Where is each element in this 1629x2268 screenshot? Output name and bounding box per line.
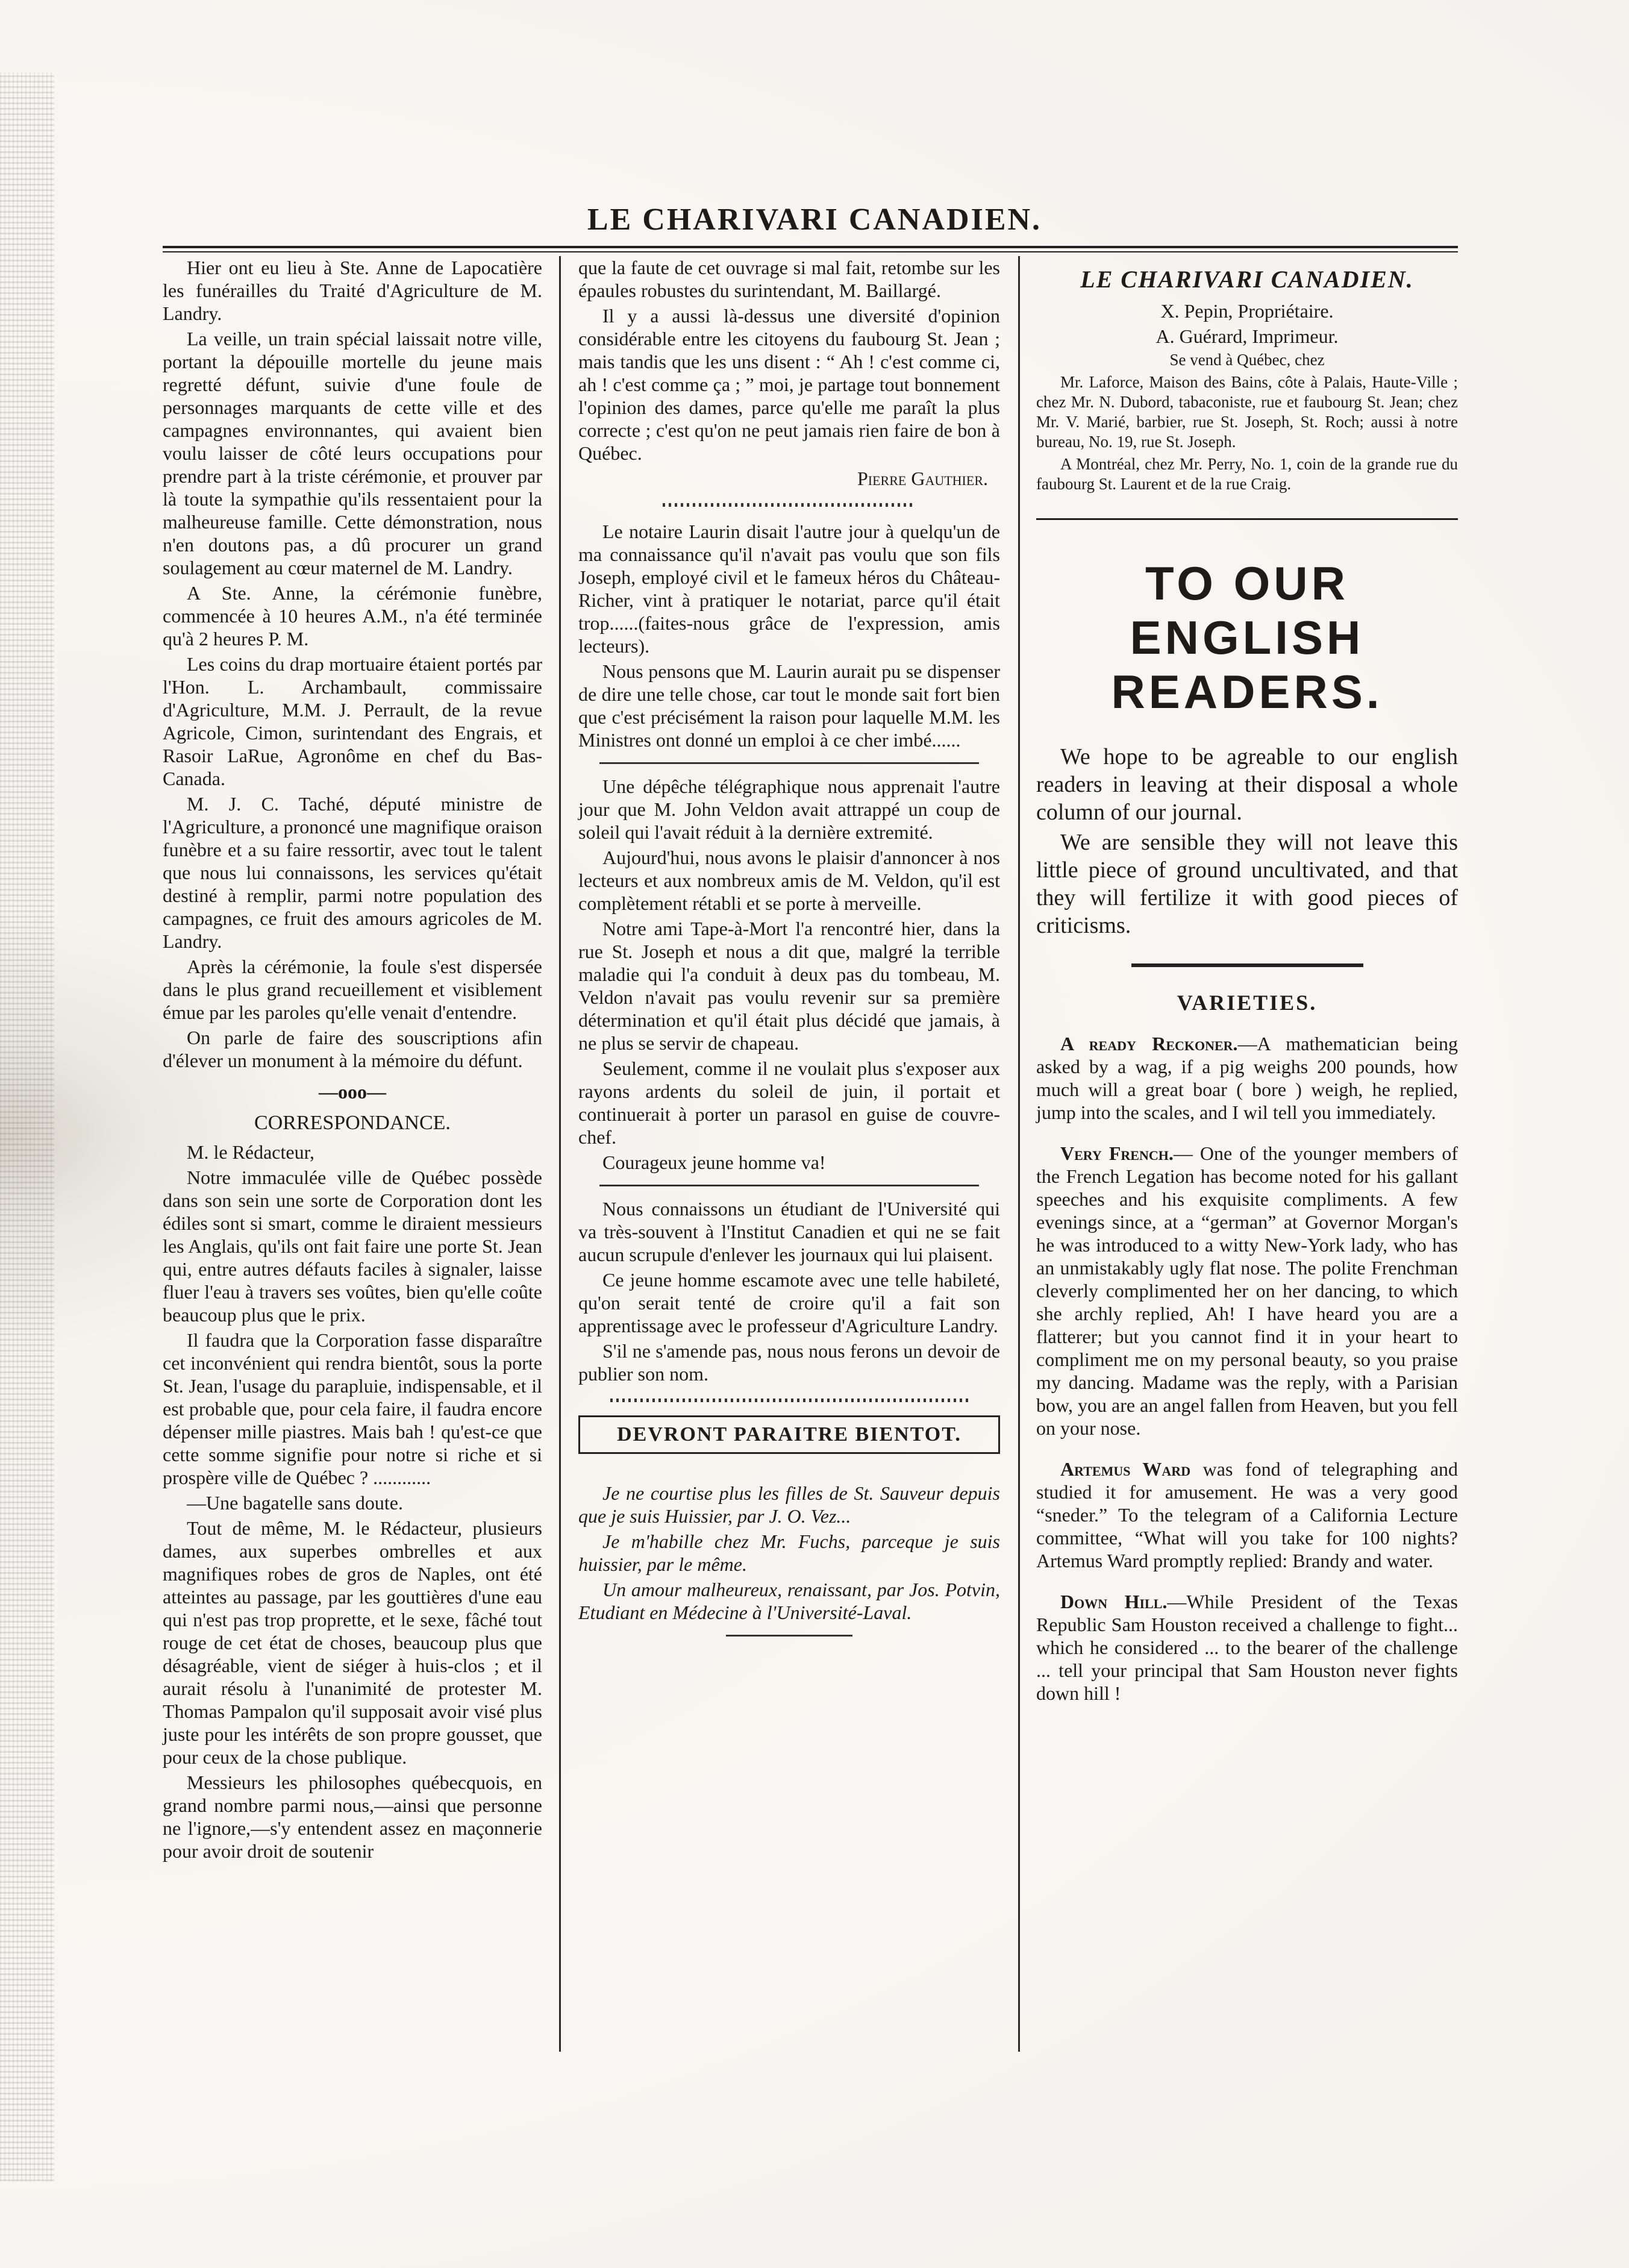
variety-lead: Artemus Ward [1060, 1458, 1191, 1480]
paragraph: Notre ami Tape-à-Mort l'a rencontré hier, dans la rue St. Joseph et nous a dit que, malgré la terrible maladie qui l'a conduit à deux pas du tombeau, M. Veldon n'avait pas voulu revenir sur sa première détermination et qu'il était plus décidé que jamais, à ne plus se servir de chapeau. [578, 918, 1000, 1054]
paragraph: —Une bagatelle sans doute. [187, 1492, 403, 1514]
column-divider-1 [559, 256, 561, 2052]
paragraph: M. J. C. Taché, député ministre de l'Agriculture, a prononcé une magnifique oraison funèbre et a su faire ressortir, avec tout le talent que nous lui connaissons, les services qu'était destiné à remplir, parmi notre population des campagnes, ce fruit des amours agricoles de M. Landry. [163, 793, 542, 952]
paragraph: que la faute de cet ouvrage si mal fait, retombe sur les épaules robustes du surintendant, M. Baillargé. [578, 257, 1000, 301]
variety-item [1036, 1142, 1458, 1439]
column-3 [1036, 256, 1458, 1707]
announcement-item: Je ne courtise plus les filles de St. Sauveur depuis que je suis Huissier, par J. O. Vez... [578, 1482, 1000, 1527]
variety-text: was fond of telegraphing and studied it for amusement. He was a very good “sneder.” To the telegram of a California Lecture committee, “What will you take for 100 nights? Artemus Ward promptly replied: Brandy and water. [1036, 1458, 1459, 1571]
section-heading: CORRESPONDANCE. [254, 1112, 451, 1134]
announcement-item: Un amour malheureux, renaissant, par Jos. Potvin, Etudiant en Médecine à l'Université-Laval. [578, 1579, 1000, 1623]
variety-text: —While President of the Texas Republic Sam Houston received a challenge to fight... which he considered ... to the bearer of the challenge ... tell your principal that Sam Houston never fights down hill ! [1036, 1591, 1458, 1704]
varieties-heading: VARIETIES. [1177, 991, 1318, 1015]
paragraph: Messieurs les philosophes québecquois, en grand nombre parmi nous,—ainsi que personne ne l'ignore,—s'y entendent assez en maçonnerie pour avoir droit de soutenir [163, 1771, 542, 1862]
paragraph: Il faudra que la Corporation fasse disparaître cet inconvénient qui rendra bientôt, sous la porte St. Jean, l'usage du parapluie, indispensable, et il est probable que, pour cela faire, il faudra encore dépenser mille piastres. Mais bah ! qu'est-ce que cette somme signifie pour notre si riche et si prospère ville de Québec ? ............ [163, 1329, 542, 1488]
variety-item [1036, 1590, 1458, 1705]
paragraph: Nous connaissons un étudiant de l'Université qui va très-souvent à l'Institut Canadien et qui ne se fait aucun scrupule d'enlever les journaux qui lui plaisent. [578, 1198, 1000, 1265]
variety-item [1036, 1458, 1458, 1572]
signature: Pierre Gauthier. [857, 468, 988, 489]
paragraph: Après la cérémonie, la foule s'est dispersée dans le plus grand recueillement et visiblement émue par les paroles qu'elle venait d'entendre. [163, 956, 542, 1023]
printer-line: A. Guérard, Imprimeur. [1155, 325, 1339, 347]
paragraph: Il y a aussi là-dessus une diversité d'opinion considérable entre les citoyens du faubourg St. Jean ; mais tandis que les uns disent : “ Ah ! c'est comme ci, ah ! c'est comme ça ; ” moi, je partage tout bonnement l'opinion des dames, parce qu'elle me paraît la plus correcte ; c'est qu'on ne peut jamais rien faire de bon à Québec. [578, 305, 1000, 464]
paragraph: Ce jeune homme escamote avec une telle habileté, qu'on serait tenté de croire qu'il a fait son apprentissage avec le professeur d'Agriculture Landry. [578, 1269, 1000, 1336]
boxed-heading: DEVRONT PARAITRE BIENTOT. [578, 1415, 1000, 1454]
paragraph: Courageux jeune homme va! [602, 1151, 826, 1173]
divider [599, 762, 979, 764]
english-heading [1036, 556, 1458, 719]
paragraph: Aujourd'hui, nous avons le plaisir d'annoncer à nos lecteurs et aux nombreux amis de M. Veldon, qu'il est complètement rétabli et se porte à merveille. [578, 847, 1000, 914]
divider [599, 1185, 979, 1186]
divider [1036, 518, 1458, 520]
paragraph: Tout de même, M. le Rédacteur, plusieurs dames, aux superbes ombrelles et aux magnifiques robes de gros de Naples, ont été atteintes au passage, par les gouttières d'une eau qui n'est pas trop proprette, et le sexe, fâché tout rouge de cet état de choses, beaucoup plus que désagréable, vient de siéger à huis-clos ; et il aurait résolu à l'unanimité de protester M. Thomas Pampalon qu'il supposait avoir visé plus juste pour les intérêts de son propre gousset, que pour ceux de la chose publique. [163, 1517, 542, 1768]
vendors-paragraph: Mr. Laforce, Maison des Bains, côte à Palais, Haute-Ville ; chez Mr. N. Dubord, tabaconiste, rue et faubourg St. Jean; chez Mr. V. Marié, barbier, rue St. Joseph, St. Roch; aussi à notre bureau, No. 19, rue St. Joseph. [1036, 373, 1458, 451]
english-paragraph: We are sensible they will not leave this little piece of ground uncultivated, and that they will fertilize it with good pieces of criticisms. [1036, 830, 1458, 938]
variety-item [1036, 1032, 1458, 1124]
divider [610, 1399, 969, 1402]
divider [663, 503, 916, 507]
paragraph: Une dépêche télégraphique nous apprenait l'autre jour que M. John Veldon avait attrappé un coup de soleil qui l'avait réduit à la dernière extremité. [578, 775, 1000, 843]
divider [1131, 963, 1363, 967]
running-head: LE CHARIVARI CANADIEN. [587, 202, 1042, 237]
english-paragraph: We hope to be agreable to our english readers in leaving at their disposal a whole column of our journal. [1036, 744, 1458, 825]
paragraph: A Ste. Anne, la cérémonie funèbre, commencée à 10 heures A.M., n'a été terminée qu'à 2 heures P. M. [163, 582, 542, 650]
paragraph: Notre immaculée ville de Québec possède dans son sein une sorte de Corporation dont les édiles sont si smart, comme le diraient messieurs les Anglais, qu'ils ont fait faire une porte St. Jean qui, entre autres défauts faciles à signaler, laisse fluer l'eau à travers ses voûtes, bien qu'elle coûte beaucoup plus que le prix. [163, 1167, 542, 1326]
sold-at-line: Se vend à Québec, chez [1169, 351, 1325, 369]
paragraph: On parle de faire des souscriptions afin d'élever un monument à la mémoire du défunt. [163, 1027, 542, 1071]
column-divider-2 [1018, 256, 1020, 2052]
section-separator: —ooo— [319, 1081, 386, 1103]
header-rule [163, 246, 1458, 252]
variety-lead: Very French. [1060, 1142, 1174, 1164]
paragraph: Seulement, comme il ne voulait plus s'exposer aux rayons ardents du soleil de juin, il portait et continuerait à porter un parasol en guise de couvre-chef. [578, 1057, 1000, 1148]
paragraph: La veille, un train spécial laissait notre ville, portant la dépouille mortelle du jeune mais regretté défunt, suivie d'une foule de personnages marquants de cette ville et des campagnes environnantes, qui avaient bien voulu laisser de côté leurs occupations pour prendre part à la triste cérémonie, et prouver par là toute la sympathie qu'ils ressentaient pour la malheureuse famille. Cette démonstration, nous n'en doutons pas, a dû procurer un grand soulagement au cœur maternel de M. Landry. [163, 328, 542, 578]
paragraph: Le notaire Laurin disait l'autre jour à quelqu'un de ma connaissance qu'il n'avait pas voulu que son fils Joseph, employé civil et le fameux héros du Château-Richer, vint à pratiquer le notariat, parce qu'il était trop......(faites-nous grâce de l'expression, amis lecteurs). [578, 521, 1000, 657]
variety-text: — One of the younger members of the French Legation has become noted for his gallant speeches and his exquisite compliments. A few evenings since, at a “german” at Governor Morgan's he was introduced to a witty New-York lady, who has an unmistakably ugly flat nose. The polite Frenchman cleverly complimented her on her dancing, to which she archly replied, Ah! I have heard you are a flatterer; but you cannot find it in your heart to compliment me on my personal beauty, so you praise my dancing. Madame was the reply, with a Parisian bow, you are an angel fallen from Heaven, but you fell on your nose. [1036, 1142, 1459, 1439]
announcement-item: Je m'habille chez Mr. Fuchs, parceque je suis huissier, par le même. [578, 1530, 1000, 1575]
paragraph: Hier ont eu lieu à Ste. Anne de Lapocatière les funérailles du Traité d'Agriculture de M. Landry. [163, 257, 542, 324]
variety-lead: Down Hill. [1060, 1591, 1168, 1612]
montreal-paragraph: A Montréal, chez Mr. Perry, No. 1, coin de la grande rue du faubourg St. Laurent et de la rue Craig. [1036, 455, 1458, 493]
column-1 [163, 256, 542, 1865]
english-heading-line-2: READERS. [1111, 665, 1383, 718]
divider [726, 1635, 852, 1637]
paragraph: Les coins du drap mortuaire étaient portés par l'Hon. L. Archambault, commissaire d'Agriculture, M.M. J. Perrault, de la revue Agricole, Cimon, surintendant des Engrais, et Rasoir LaRue, Agronôme en chef du Bas-Canada. [163, 653, 542, 789]
proprietor-line: X. Pepin, Propriétaire. [1160, 300, 1334, 322]
column-2 [578, 256, 1000, 1647]
variety-text: —A mathematician being asked by a wag, if a pig weighs 200 pounds, how much will a great boar ( bore ) weigh, he replied, jump into the scales, and I wil tell you immediately. [1036, 1033, 1458, 1123]
masthead-title: LE CHARIVARI CANADIEN. [1080, 266, 1414, 293]
english-heading-line-1: TO OUR ENGLISH [1130, 557, 1365, 664]
variety-lead: A ready Reckoner. [1060, 1033, 1238, 1054]
salutation: M. le Rédacteur, [187, 1141, 314, 1163]
spacer [578, 1464, 1000, 1482]
paragraph: Nous pensons que M. Laurin aurait pu se dispenser de dire une telle chose, car tout le monde sait fort bien que c'est précisément la raison pour laquelle M.M. les Ministres ont donné un emploi à ce cher imbé...... [578, 660, 1000, 751]
paragraph: S'il ne s'amende pas, nous nous ferons un devoir de publier son nom. [578, 1340, 1000, 1385]
scan-edge-shadow [0, 72, 54, 2181]
